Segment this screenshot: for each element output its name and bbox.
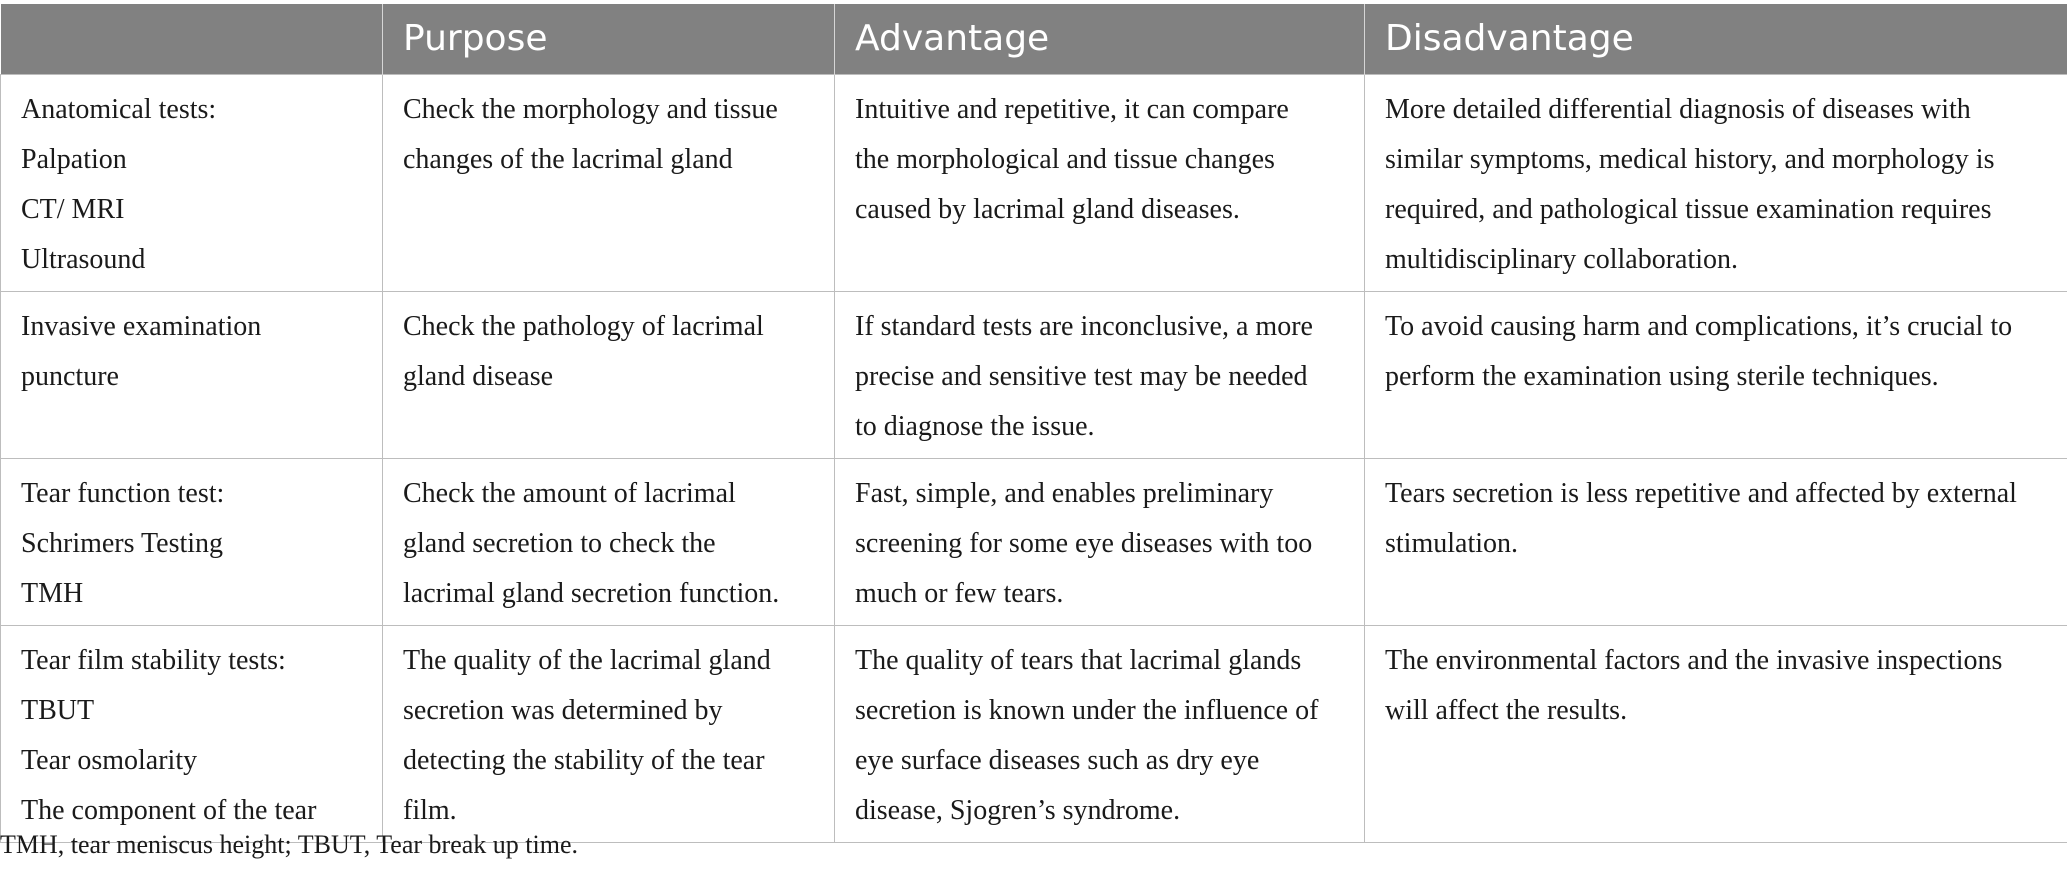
purpose-cell xyxy=(383,458,835,625)
table-body xyxy=(1,74,2067,842)
cell-line: caused by lacrimal gland diseases. xyxy=(855,193,1240,225)
cell-line: film. xyxy=(403,794,457,826)
advantage-cell xyxy=(835,458,1365,625)
cell-line: gland secretion to check the xyxy=(403,527,716,559)
header-purpose: Purpose xyxy=(383,4,835,74)
cell-line: puncture xyxy=(21,360,119,392)
header-row xyxy=(1,4,2067,74)
advantage-cell xyxy=(835,291,1365,458)
advantage-cell xyxy=(835,74,1365,291)
cell-line: changes of the lacrimal gland xyxy=(403,143,733,175)
cell-line: secretion was determined by xyxy=(403,694,723,726)
table-header xyxy=(1,4,2067,74)
cell-line: the morphological and tissue changes xyxy=(855,143,1275,175)
cell-line: Anatomical tests: xyxy=(21,93,217,125)
cell-line: precise and sensitive test may be needed xyxy=(855,360,1308,392)
cell-line: Tear function test: xyxy=(21,477,225,509)
cell-line: Check the amount of lacrimal xyxy=(403,477,736,509)
disadvantage-cell xyxy=(1365,291,2067,458)
cell-line: Check the pathology of lacrimal xyxy=(403,310,764,342)
cell-line: Tear osmolarity xyxy=(21,744,198,776)
table-row xyxy=(1,291,2067,458)
cell-line: stimulation. xyxy=(1385,527,1518,559)
cell-line: disease, Sjogren’s syndrome. xyxy=(855,794,1181,826)
cell-line: required, and pathological tissue examination requires xyxy=(1385,193,1992,225)
table-row xyxy=(1,625,2067,842)
header-test xyxy=(1,4,383,74)
lacrimal-gland-tests-table xyxy=(0,4,2067,843)
cell-line: Schrimers Testing xyxy=(21,527,224,559)
cell-line: Palpation xyxy=(21,143,127,175)
cell-line: Ultrasound xyxy=(21,243,146,275)
cell-line: CT/ MRI xyxy=(21,193,125,225)
cell-line: Fast, simple, and enables preliminary xyxy=(855,477,1274,509)
cell-line: Intuitive and repetitive, it can compare xyxy=(855,93,1289,125)
cell-line: similar symptoms, medical history, and morphology is xyxy=(1385,143,1995,175)
purpose-cell xyxy=(383,625,835,842)
comparison-table-container xyxy=(0,4,2067,843)
test-cell xyxy=(1,625,383,842)
disadvantage-cell xyxy=(1365,74,2067,291)
cell-line: The quality of tears that lacrimal glands xyxy=(855,644,1302,676)
cell-line: perform the examination using sterile techniques. xyxy=(1385,360,1939,392)
cell-line: Tears secretion is less repetitive and affected by external xyxy=(1385,477,2017,509)
advantage-cell xyxy=(835,625,1365,842)
cell-line: To avoid causing harm and complications, it’s crucial to xyxy=(1385,310,2013,342)
test-cell xyxy=(1,291,383,458)
cell-line: The quality of the lacrimal gland xyxy=(403,644,771,676)
test-cell xyxy=(1,458,383,625)
cell-line: More detailed differential diagnosis of diseases with xyxy=(1385,93,1971,125)
cell-line: secretion is known under the influence of xyxy=(855,694,1319,726)
cell-line: multidisciplinary collaboration. xyxy=(1385,243,1739,275)
cell-line: screening for some eye diseases with too xyxy=(855,527,1313,559)
cell-line: The component of the tear xyxy=(21,794,317,826)
table-row xyxy=(1,74,2067,291)
cell-line: detecting the stability of the tear xyxy=(403,744,765,776)
header-advantage: Advantage xyxy=(835,4,1365,74)
cell-line: eye surface diseases such as dry eye xyxy=(855,744,1260,776)
cell-line: Tear film stability tests: xyxy=(21,644,286,676)
header-disadvantage: Disadvantage xyxy=(1365,4,2067,74)
cell-line: TMH xyxy=(21,577,84,609)
table-footnote: TMH, tear meniscus height; TBUT, Tear break up time. xyxy=(0,830,578,859)
cell-line: If standard tests are inconclusive, a more xyxy=(855,310,1313,342)
cell-line: The environmental factors and the invasive inspections xyxy=(1385,644,2003,676)
cell-line: Check the morphology and tissue xyxy=(403,93,778,125)
purpose-cell xyxy=(383,291,835,458)
cell-line: TBUT xyxy=(21,694,95,726)
cell-line: will affect the results. xyxy=(1385,694,1628,726)
cell-line: gland disease xyxy=(403,360,554,392)
cell-line: to diagnose the issue. xyxy=(855,410,1095,442)
disadvantage-cell xyxy=(1365,458,2067,625)
table-row xyxy=(1,458,2067,625)
cell-line: Invasive examination xyxy=(21,310,262,342)
cell-line: much or few tears. xyxy=(855,577,1064,609)
cell-line: lacrimal gland secretion function. xyxy=(403,577,780,609)
test-cell xyxy=(1,74,383,291)
disadvantage-cell xyxy=(1365,625,2067,842)
purpose-cell xyxy=(383,74,835,291)
